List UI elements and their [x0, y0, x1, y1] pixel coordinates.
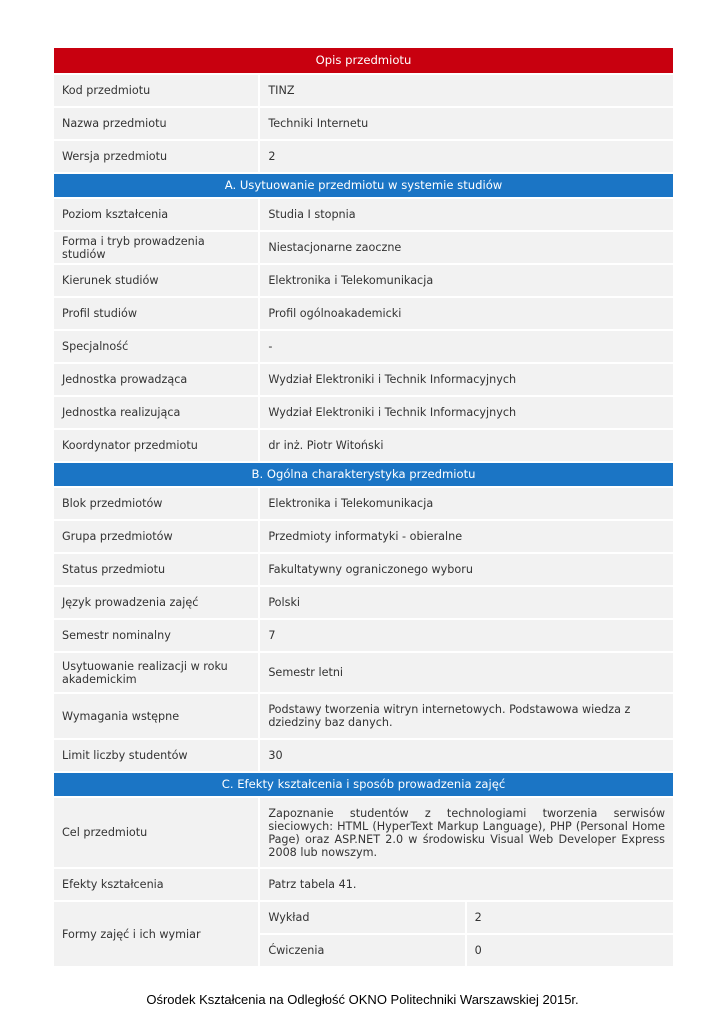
row-value: 2: [260, 141, 673, 174]
row-value: Wydział Elektroniki i Technik Informacyjnych: [260, 364, 673, 397]
table-row: [54, 869, 673, 902]
row-value: Przedmioty informatyki - obieralne: [260, 521, 673, 554]
table-row: [54, 521, 673, 554]
row-value: -: [260, 331, 673, 364]
row-label: Wersja przedmiotu: [54, 141, 260, 174]
table-row: [54, 364, 673, 397]
table-row: [54, 488, 673, 521]
row-label: Jednostka prowadząca: [54, 364, 260, 397]
row-value: dr inż. Piotr Witoński: [260, 430, 673, 463]
table-row: [54, 397, 673, 430]
row-value: Polski: [260, 587, 673, 620]
row-label: Status przedmiotu: [54, 554, 260, 587]
table-row: [54, 75, 673, 108]
row-label: Blok przedmiotów: [54, 488, 260, 521]
row-label: Grupa przedmiotów: [54, 521, 260, 554]
section-header-b: B. Ogólna charakterystyka przedmiotu: [54, 463, 673, 488]
table-row: [54, 141, 673, 174]
class-form-hours: 0: [467, 935, 673, 968]
row-value: Zapoznanie studentów z technologiami tworzenia serwisów sieciowych: HTML (HyperText Markup Language), PHP (Personal Home Page) oraz ASP.NET 2.0 w środowisku Visual Web Developer Express 2008 lub nowszym.: [260, 798, 673, 869]
row-value: 7: [260, 620, 673, 653]
table-row: [54, 554, 673, 587]
table-title: Opis przedmiotu: [54, 48, 673, 75]
row-value: Elektronika i Telekomunikacja: [260, 488, 673, 521]
table-row: [54, 430, 673, 463]
row-value: 30: [260, 740, 673, 773]
page-footer: Ośrodek Kształcenia na Odległość OKNO Politechniki Warszawskiej 2015r.: [146, 992, 579, 1007]
row-label: Jednostka realizująca: [54, 397, 260, 430]
row-label: Język prowadzenia zajęć: [54, 587, 260, 620]
section-header-c: C. Efekty kształcenia i sposób prowadzenia zajęć: [54, 773, 673, 798]
row-label: Limit liczby studentów: [54, 740, 260, 773]
row-label: Nazwa przedmiotu: [54, 108, 260, 141]
row-value: Podstawy tworzenia witryn internetowych. Podstawowa wiedza z dziedziny baz danych.: [260, 694, 673, 740]
course-description: [54, 48, 673, 968]
course-table: [54, 48, 673, 968]
row-value: Fakultatywny ograniczonego wyboru: [260, 554, 673, 587]
table-row: [54, 232, 673, 265]
row-value: Studia I stopnia: [260, 199, 673, 232]
table-row: [54, 620, 673, 653]
table-row: [54, 694, 673, 740]
table-row: [54, 265, 673, 298]
row-value: Patrz tabela 41.: [260, 869, 673, 902]
row-value: Profil ogólnoakademicki: [260, 298, 673, 331]
row-label: Wymagania wstępne: [54, 694, 260, 740]
table-row: [54, 740, 673, 773]
row-value: Wydział Elektroniki i Technik Informacyjnych: [260, 397, 673, 430]
table-row: [54, 331, 673, 364]
table-row: [54, 108, 673, 141]
section-header-a: A. Usytuowanie przedmiotu w systemie studiów: [54, 174, 673, 199]
row-label: Koordynator przedmiotu: [54, 430, 260, 463]
table-row: [54, 798, 673, 869]
table-row: [54, 587, 673, 620]
table-row: [54, 902, 673, 935]
class-form-hours: 2: [467, 902, 673, 935]
class-form-name: Wykład: [260, 902, 466, 935]
row-label: Profil studiów: [54, 298, 260, 331]
row-label: Semestr nominalny: [54, 620, 260, 653]
class-form-name: Ćwiczenia: [260, 935, 466, 968]
row-value: Niestacjonarne zaoczne: [260, 232, 673, 265]
row-label: Efekty kształcenia: [54, 869, 260, 902]
table-row: [54, 653, 673, 694]
row-label: Formy zajęć i ich wymiar: [54, 902, 260, 968]
table-row: [54, 199, 673, 232]
row-label: Kierunek studiów: [54, 265, 260, 298]
row-label: Poziom kształcenia: [54, 199, 260, 232]
row-label: Kod przedmiotu: [54, 75, 260, 108]
row-label: Specjalność: [54, 331, 260, 364]
row-label: Usytuowanie realizacji w roku akademickim: [54, 653, 260, 694]
row-value: Techniki Internetu: [260, 108, 673, 141]
row-value: TINZ: [260, 75, 673, 108]
row-label: Cel przedmiotu: [54, 798, 260, 869]
row-value: Elektronika i Telekomunikacja: [260, 265, 673, 298]
table-row: [54, 298, 673, 331]
row-value: Semestr letni: [260, 653, 673, 694]
row-label: Forma i tryb prowadzenia studiów: [54, 232, 260, 265]
